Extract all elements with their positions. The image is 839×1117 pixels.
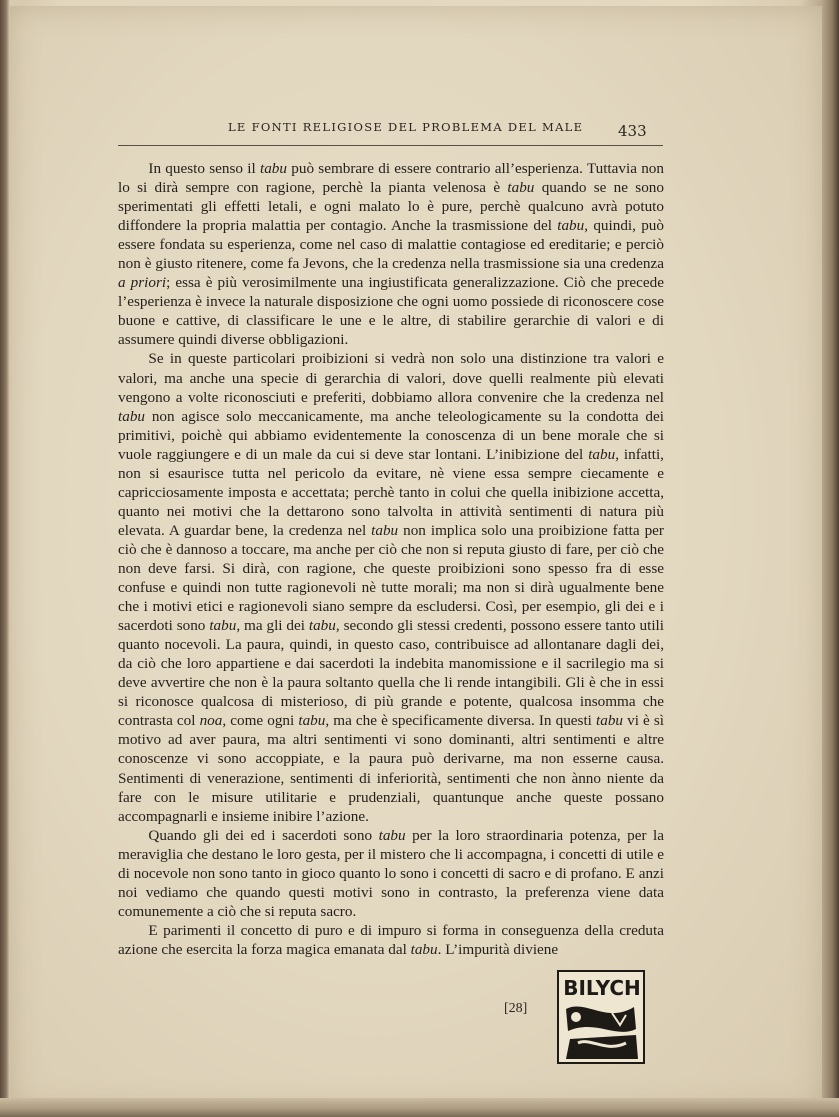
folio-marker: [28] bbox=[504, 1001, 528, 1016]
text-run: può sembrare di essere contrario all’esperienza. Tuttavia non lo si dirà sempre con ragione, perchè la pianta velenosa è bbox=[118, 160, 664, 197]
text-run: per la loro straordinaria potenza, per la meraviglia che destano le loro gesta, per il mistero che li accompagna, i concetti di utile e di nocevole non sono tanto in gioco quanto lo sono i concetti di sacro e di profano. E anzi noi vediamo che quando questi motivi sono in contrasto, la preferenza viene data comunemente a ciò che si reputa sacro. bbox=[118, 826, 665, 920]
italic-term: tabu bbox=[596, 712, 624, 730]
text-run: , ma che è specificamente diversa. In questi bbox=[325, 712, 597, 730]
text-run: , infatti, non si esaurisce tutta nel pericolo da evitare, nè viene essa sempre ciecamente e capricciosamente imposta e accettata; perchè tanto in colui che quella inibizione accetta, quanto nei motivi che la dettarono sono talvolta in attività sentimenti di natura più elevata. A guardar bene, la credenza nel bbox=[118, 445, 664, 539]
italic-term: tabu bbox=[308, 617, 336, 635]
svg-text:BILYCH: BILYCH bbox=[563, 976, 641, 1000]
text-run: non agisce solo meccanicamente, ma anche teleologicamente su la condotta dei primitivi, poichè qui abbiamo evidentemente la conoscenza di un bene morale che si vuole raggiungere e di un male da cui si deve star lontani. L’inibizione del bbox=[118, 407, 664, 463]
text-run: quando se ne sono sperimentati gli effetti letali, e ogni malato lo è pure, perchè qualcuno avrà potuto diffondere la propria malattia per contagio. Anche la trasmissione del bbox=[118, 179, 664, 235]
paragraph bbox=[118, 159, 664, 349]
paragraph bbox=[118, 921, 664, 959]
text-run: , come ogni bbox=[222, 712, 299, 730]
italic-term: noa bbox=[199, 712, 223, 730]
page-edge-right bbox=[822, 0, 839, 1117]
italic-term: tabu bbox=[259, 160, 287, 177]
header-rule bbox=[118, 145, 663, 146]
italic-term: a priori bbox=[118, 274, 167, 292]
text-run: Quando gli dei ed i sacerdoti sono bbox=[148, 826, 379, 844]
text-run: E parimenti il concetto di puro e di impuro si forma in conseguenza della creduta azione che esercita la forza magica emanata dal bbox=[118, 921, 664, 958]
ex-libris-stamp-icon bbox=[556, 969, 646, 1065]
italic-term: tabu bbox=[371, 521, 399, 539]
text-run: In questo senso il bbox=[148, 160, 260, 177]
running-title: LE FONTI RELIGIOSE DEL PROBLEMA DEL MALE bbox=[228, 120, 584, 134]
italic-term: tabu bbox=[507, 179, 535, 197]
text-run: Se in queste particolari proibizioni si vedrà non solo una distinzione tra valori e valori, ma anche una specie di gerarchia di valori, dove quelli realmente più elevati vengono a volte riconosciuti e preferiti, dobbiamo allora convenire che la credenza nel bbox=[118, 350, 664, 406]
text-run: , ma gli dei bbox=[236, 617, 309, 635]
text-run: vi è sì motivo ad aver paura, ma altri sentimenti vi sono dominanti, altri sentimenti e altre conoscenze vi sono accoppiate, e la paura può derivarne, ma non esserne causa. Sentimenti di venerazione, sentimenti di inferiorità, sentimenti che non ànno niente da fare con le misure utilitarie e prudenziali, quantunque anche queste possano accompagnarli e insieme inibire l’azione. bbox=[118, 712, 665, 825]
italic-term: tabu bbox=[118, 407, 146, 425]
text-run: , secondo gli stessi credenti, possono essere tanto utili quanto nocevoli. La paura, quindi, in questo caso, contribuisce ad allontanare dagli dei, da ciò che loro appartiene e dai sacerdoti la indebita manomissione e il sacrilegio ma si deve avvertire che non è la paura soltanto quella che li rende intangibili. Gli è che in essi si riconosce qualcosa di misterioso, di più grande e potente, qualcosa insomma che contrasta col bbox=[118, 617, 664, 730]
text-run: non implica solo una proibizione fatta per ciò che è dannoso a toccare, ma anche per ciò che non si reputa giusto di fare, per ciò che non deve farsi. Si dirà, con ragione, che queste proibizioni sono spesso fra di esse confuse e quindi non tutte ragionevoli nè tutte morali; ma non si dirà ugualmente bene che i motivi etici e ragionevoli siano sempre da escludersi. Così, per esempio, gli dei e i sacerdoti sono bbox=[118, 521, 664, 635]
italic-term: tabu bbox=[557, 217, 585, 235]
page-edge-bottom bbox=[0, 1098, 839, 1117]
text-run: . L’impurità diviene bbox=[437, 940, 559, 958]
italic-term: tabu bbox=[378, 826, 406, 844]
italic-term: tabu bbox=[298, 712, 326, 730]
italic-term: tabu bbox=[588, 445, 616, 463]
paragraph bbox=[118, 349, 664, 825]
text-run: ; essa è più verosimilmente una ingiustificata generalizzazione. Ciò che precede l’esperienza è invece la naturale disposizione che ogni uomo possiede di riconoscere cose buone e cattive, di classificare le une e le altre, di stabilire gerarchie di valori e di assumere quindi diverse obbligazioni. bbox=[118, 274, 664, 349]
italic-term: tabu bbox=[209, 617, 237, 635]
paragraph bbox=[118, 826, 664, 921]
italic-term: tabu bbox=[410, 940, 438, 958]
page-number: 433 bbox=[618, 122, 647, 140]
body-text bbox=[118, 159, 664, 959]
text-run: , quindi, può essere fondata su esperienza, come nel caso di malattie contagiose ed ereditarie; e perciò non è giusto ritenere, come fa Jevons, che la credenza nella trasmissione sia una credenza bbox=[118, 217, 664, 273]
